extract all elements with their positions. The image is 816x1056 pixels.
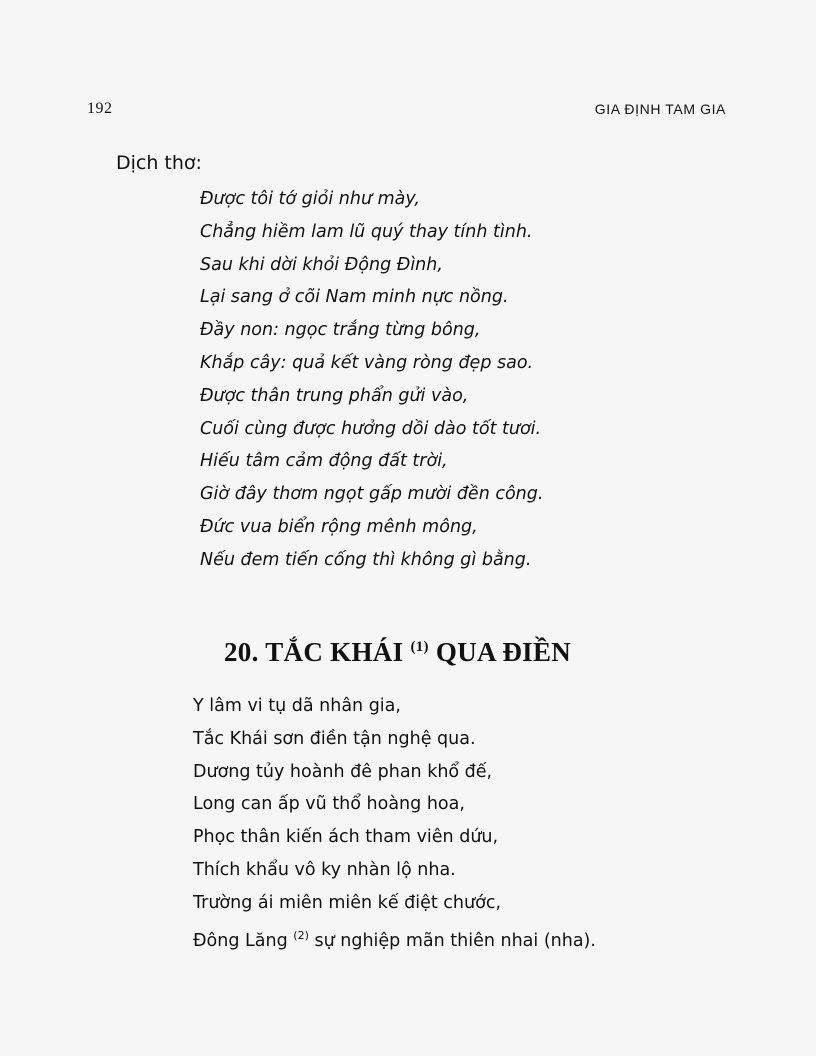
poem-line-last-suffix: sự nghiệp mãn thiên nhai (nha). [314,930,596,951]
translation-line: Nếu đem tiến cống thì không gì bằng. [200,549,532,570]
page-number: 192 [87,100,113,117]
translation-line: Chẳng hiềm lam lũ quý thay tính tình. [200,221,533,242]
poem-title-prefix: 20. TẮC KHÁI [224,637,404,667]
poem-title [224,637,571,668]
footnote-marker: (1) [410,639,429,655]
poem-line-last-prefix: Đông Lăng [193,930,288,951]
footnote-marker: (2) [293,928,309,942]
translation-line: Đầy non: ngọc trắng từng bông, [200,320,481,341]
poem-line: Trường ái miên miên kế điệt chước, [193,892,502,913]
translation-line: Được thân trung phẩn gửi vào, [200,385,469,406]
running-title: GIA ĐỊNH TAM GIA [594,101,726,117]
translation-line: Được tôi tớ giỏi như mày, [200,189,420,209]
poem-line: Phọc thân kiến ách tham viên dứu, [193,827,499,848]
poem-title-suffix: QUA ĐIỀN [435,637,572,667]
translation-line: Khắp cây: quả kết vàng ròng đẹp sao. [200,352,534,373]
poem-line: Tắc Khái sơn điền tận nghệ qua. [193,728,476,749]
poem-line-last [193,920,596,953]
translation-line: Hiếu tâm cảm động đất trời, [200,451,448,472]
translated-poem [200,183,543,577]
poem-line: Long can ấp vũ thổ hoàng hoa, [193,794,465,815]
translation-line: Sau khi dời khỏi Động Đình, [200,254,443,275]
translation-line: Lại sang ở cõi Nam minh nực nồng. [200,287,509,308]
poem-line: Thích khẩu vô ky nhàn lộ nha. [193,859,456,880]
poem-line: Y lâm vi tụ dã nhân gia, [193,696,401,716]
translation-label: Dịch thơ: [116,152,202,174]
translation-line: Đức vua biển rộng mênh mông, [200,516,478,537]
translation-line: Cuối cùng được hưởng dồi dào tốt tươi. [200,418,542,439]
poem-line: Dương tủy hoành đê phan khổ đế, [193,761,493,782]
original-poem [193,690,596,952]
translation-line: Giờ đây thơm ngọt gấp mười đền công. [200,484,544,505]
